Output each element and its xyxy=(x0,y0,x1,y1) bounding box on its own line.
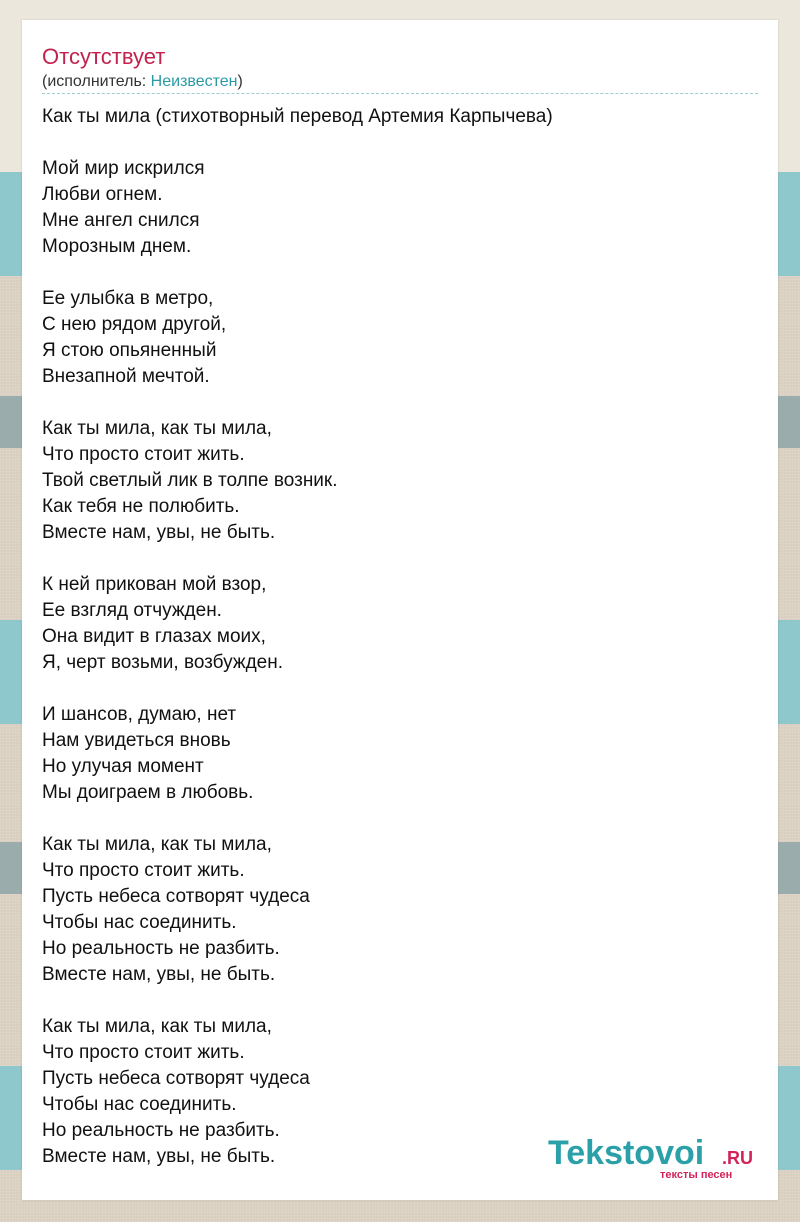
lyrics-line: Что просто стоит жить. xyxy=(42,444,245,465)
lyrics-line: К ней прикован мой взор, xyxy=(42,574,267,595)
lyrics-line: Внезапной мечтой. xyxy=(42,366,210,387)
lyrics-stanza xyxy=(42,286,758,390)
logo-tagline-text: тексты песен xyxy=(660,1169,733,1181)
performer-link[interactable]: Неизвестен xyxy=(150,73,238,90)
lyrics-stanza xyxy=(42,702,758,806)
lyrics-line: Вместе нам, увы, не быть. xyxy=(42,964,276,985)
song-title: Отсутствует xyxy=(42,44,166,69)
lyrics-stanza xyxy=(42,156,758,260)
lyrics-stanza xyxy=(42,416,758,546)
lyrics-line: Ее улыбка в метро, xyxy=(42,288,214,309)
lyrics-line: Морозным днем. xyxy=(42,236,192,257)
lyrics-line: Она видит в глазах моих, xyxy=(42,626,266,647)
lyrics-line: Вместе нам, увы, не быть. xyxy=(42,522,276,543)
lyrics-line: Но улучая момент xyxy=(42,756,204,777)
lyrics-line: С нею рядом другой, xyxy=(42,314,227,335)
lyrics-line: Любви огнем. xyxy=(42,184,163,205)
lyrics-card xyxy=(22,20,778,1200)
lyrics-line: Пусть небеса сотворят чудеса xyxy=(42,886,310,907)
lyrics-line: Чтобы нас соединить. xyxy=(42,1094,237,1115)
lyrics-stanza xyxy=(42,104,758,130)
lyrics-line: Я стою опьяненный xyxy=(42,340,217,361)
lyrics-line: Ее взгляд отчужден. xyxy=(42,600,222,621)
lyrics-line: Мне ангел снился xyxy=(42,210,200,231)
lyrics-line: Как ты мила (стихотворный перевод Артемия Карпычева) xyxy=(42,106,553,127)
logo-brand-text: Tekstovoi xyxy=(548,1134,705,1172)
lyrics-stanza xyxy=(42,832,758,988)
performer-suffix: ) xyxy=(237,73,243,90)
header-divider xyxy=(42,93,758,94)
lyrics-line: Нам увидеться вновь xyxy=(42,730,231,751)
performer-line xyxy=(42,72,243,92)
lyrics-line: Как ты мила, как ты мила, xyxy=(42,418,272,439)
lyrics-line: Пусть небеса сотворят чудеса xyxy=(42,1068,310,1089)
lyrics-line: Что просто стоит жить. xyxy=(42,1042,245,1063)
lyrics-line: Я, черт возьми, возбужден. xyxy=(42,652,283,673)
lyrics-line: Мы доиграем в любовь. xyxy=(42,782,254,803)
lyrics-line: Но реальность не разбить. xyxy=(42,938,280,959)
lyrics-line: Чтобы нас соединить. xyxy=(42,912,237,933)
lyrics-line: Твой светлый лик в толпе возник. xyxy=(42,470,338,491)
lyrics-line: Мой мир искрился xyxy=(42,158,205,179)
lyrics-stanza xyxy=(42,572,758,676)
logo-domain-text: .RU xyxy=(722,1148,753,1168)
lyrics-line: Но реальность не разбить. xyxy=(42,1120,280,1141)
lyrics-line: Как ты мила, как ты мила, xyxy=(42,1016,272,1037)
site-logo[interactable] xyxy=(548,1134,758,1182)
lyrics-line: Как ты мила, как ты мила, xyxy=(42,834,272,855)
lyrics-line: Как тебя не полюбить. xyxy=(42,496,240,517)
lyrics-text xyxy=(42,104,758,1196)
performer-prefix: (исполнитель: xyxy=(42,73,151,90)
lyrics-line: И шансов, думаю, нет xyxy=(42,704,237,725)
lyrics-line: Вместе нам, увы, не быть. xyxy=(42,1146,276,1167)
lyrics-line: Что просто стоит жить. xyxy=(42,860,245,881)
